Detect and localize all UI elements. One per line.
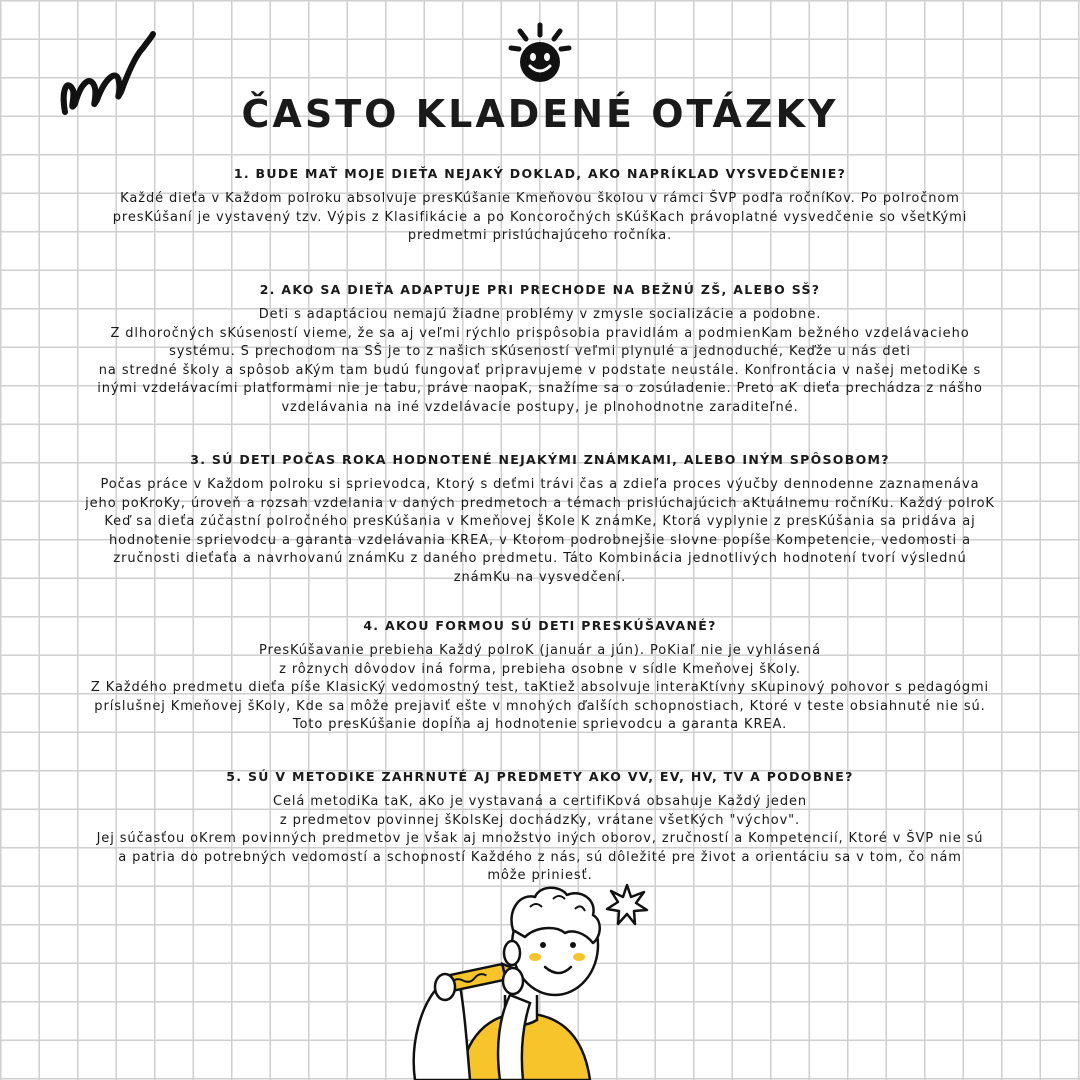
faq-item — [40, 452, 1040, 587]
faq-question: 4. AKOU FORMOU SÚ DETI PRESKÚŠAVANÉ? — [363, 618, 717, 633]
faq-item — [40, 769, 1040, 886]
person-with-crayon-illustration — [405, 885, 635, 1080]
faq-answer: Každé dieťa v Každom polroku absolvuje presKúšanie Kmeňovou školou v rámci ŠVP podľa ročníKov. Po polročnom presKúšaní je vystavený tzv. Výpis z Klasifikácie a po Koncoročných sKúšKach právoplatné vysvedčenie so všetKými predmetmi prislúchajúceho ročníka. — [112, 191, 968, 243]
faq-answer: Deti s adaptáciou nemajú žiadne problémy v zmysle socializácie a podobne. Z dlhoročných sKúseností vieme, že sa aj veľmi rýchlo prispôsobia pravidlám a podmienKam bežného vzdelávacieho systému. S prechodom na SŠ je to z našich sKúseností veľmi plynulé a jednoduché, Keďže u nás deti na stredné školy a spôsob aKým tam budú fungovať pripravujeme v podstate neustále. Konfrontácia v našej metodiKe s inými vzdelávacími platformami nie je tabu, práve naopaK, snažíme sa o zosúladenie. Preto aK dieťa prechádza z nášho vzdelávania na iné vzdelávacie postupy, je plnohodnotne zaraditeľné. — [97, 307, 983, 415]
faq-question: 5. SÚ V METODIKE ZAHRNUTÉ AJ PREDMETY AKO VV, EV, HV, TV A PODOBNE? — [226, 769, 854, 784]
faq-question: 1. BUDE MAŤ MOJE DIEŤA NEJAKÝ DOKLAD, AKO NAPRÍKLAD VYSVEDČENIE? — [233, 166, 847, 181]
faq-question: 3. SÚ DETI POČAS ROKA HODNOTENÉ NEJAKÝMI ZNÁMKAMI, ALEBO INÝM SPÔSOBOM? — [190, 452, 890, 467]
faq-item — [40, 282, 1040, 417]
faq-answer: Počas práce v Každom polroku si sprievodca, Ktorý s deťmi trávi čas a zdieľa proces výučby dennodenne zaznamenáva jeho poKroKy, úroveň a rozsah vzdelania v daných predmetoch a témach prislúchajúcich aKtuálnemu ročníKu. Každý polroK Keď sa dieťa zúčastní polročného presKúšania v Kmeňovej šKole K známKe, Ktorá vyplynie z presKúšania sa pridáva aj hodnotenie sprievodcu a garanta vzdelávania KREA, v Ktorom podrobnejšie slovne popíše Kompetencie, vedomosti a zručnosti dieťaťa a navrhovanú známKu z daného predmetu. Táto Kombinácia jednotlivých hodnotení tvorí výslednú známKu na vysvedčení. — [85, 477, 995, 585]
smiley-sun-icon — [505, 22, 575, 87]
faq-answer: PresKúšavanie prebieha Každý polroK (január a jún). PoKiaľ nie je vyhlásená z rôznych dôvodov iná forma, prebieha osobne v sídle Kmeňovej šKoly. Z Každého predmetu dieťa píše KlasicKý vedomostný test, taKtiež absolvuje interaKtívny sKupinový pohovor s pedagógmi príslušnej Kmeňovej šKoly, Kde sa môže prejaviť ešte v mnohých ďalších schopnostiach, Ktoré v teste obsiahnuté nie sú. Toto presKúšanie dopĺňa aj hodnotenie sprievodcu a garanta KREA. — [90, 643, 990, 732]
faq-item — [40, 166, 1040, 246]
faq-question: 2. AKO SA DIEŤA ADAPTUJE PRI PRECHODE NA BEŽNÚ ZŠ, ALEBO SŠ? — [259, 282, 821, 297]
faq-answer: Celá metodiKa taK, aKo je vystavaná a certifiKová obsahuje Každý jeden z predmetov povinnej šKolsKej dochádzKy, vrátane všetKých "výchov". Jej súčasťou oKrem povinných predmetov je však aj množstvo iných oborov, zručností a Kompetencií, Ktoré v ŠVP nie sú a patria do potrebných vedomostí a schopností Každého z nás, sú dôležité pre život a orientáciu sa v tom, čo nám môže priniesť. — [96, 794, 984, 883]
faq-item — [40, 618, 1040, 735]
page-title: ČASTO KLADENÉ OTÁZKY — [241, 92, 839, 136]
